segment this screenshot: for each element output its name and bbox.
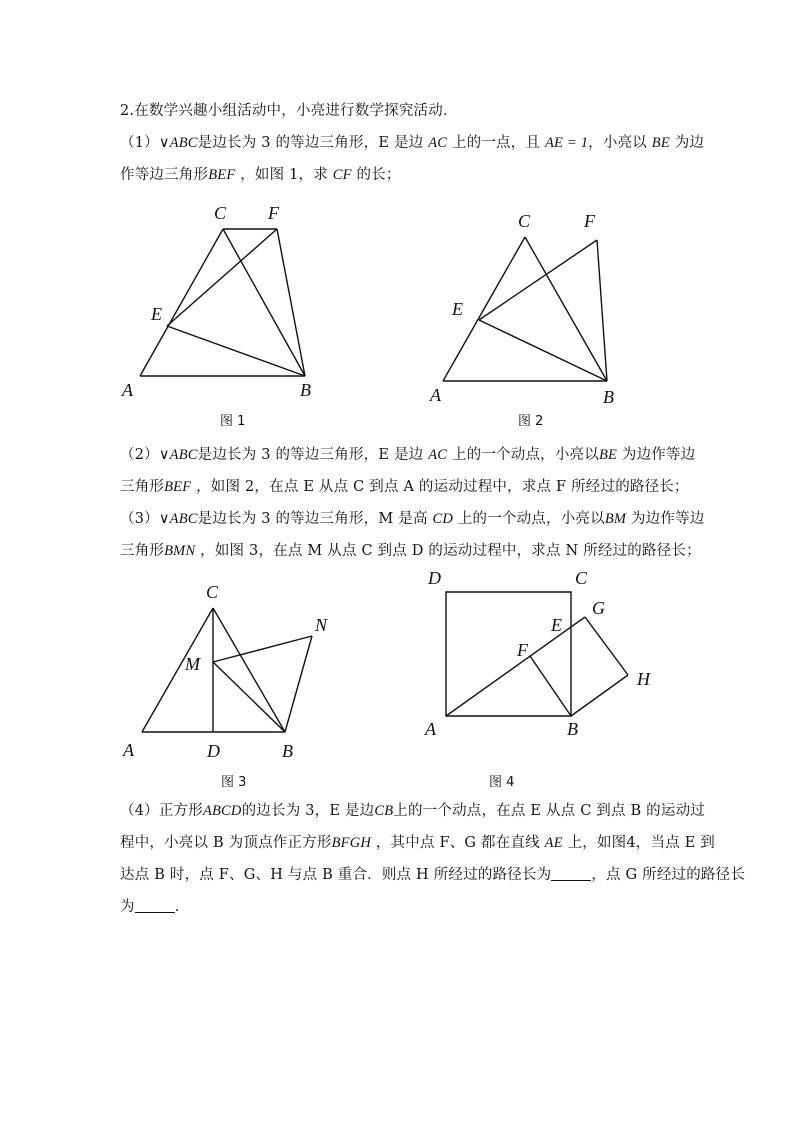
- text: 是边长为 3 的等边三角形，E 是边: [197, 135, 424, 151]
- math-be: BE: [598, 447, 618, 463]
- math-bef: BEF: [208, 167, 236, 183]
- text: 为: [120, 899, 135, 915]
- label-m: M: [185, 654, 200, 674]
- seg-ef: [167, 229, 277, 326]
- label-c: C: [575, 568, 588, 588]
- label-e: E: [452, 299, 463, 319]
- seg-bf: [597, 240, 607, 381]
- text: 的长；: [356, 167, 401, 183]
- part2-line2: [120, 477, 689, 497]
- text: 程中，小亮以 B 为顶点作正方形: [120, 835, 332, 851]
- label-e: E: [151, 304, 162, 324]
- caption-fig4: 图 4: [489, 775, 515, 790]
- part2-label: （2）: [120, 447, 159, 463]
- seg-bc: [223, 229, 305, 376]
- seg-gh: [585, 617, 628, 675]
- label-a: A: [425, 719, 436, 739]
- math-triangle-abc: ∨ABC: [158, 447, 198, 463]
- seg-bc: [213, 608, 285, 732]
- text: 的边长为 3，E 是边: [241, 803, 375, 819]
- part3-line1: [120, 509, 705, 529]
- problem-intro: [120, 101, 680, 121]
- answer-blank-h[interactable]: [551, 866, 591, 881]
- label-a: A: [122, 380, 133, 400]
- text: 为边作等边: [621, 447, 696, 463]
- part4-line3: [120, 865, 746, 885]
- seg-bf: [277, 229, 305, 376]
- label-n: N: [315, 615, 328, 635]
- label-b: B: [300, 380, 311, 400]
- seg-bc: [525, 237, 607, 381]
- text: ，如图 3，在点 M 从点 C 到点 D 的运动过程中，求点 N 所经过的路径长；: [200, 543, 701, 559]
- label-h: H: [637, 669, 650, 689]
- math-cb: CB: [374, 803, 394, 819]
- text: 上的一个动点，小亮以: [451, 447, 599, 463]
- label-b: B: [282, 741, 293, 761]
- math-cd: CD: [432, 511, 453, 527]
- text: 上的一个动点，小亮以: [457, 511, 605, 527]
- seg-ef: [479, 240, 597, 320]
- text: ，小亮以: [588, 135, 647, 151]
- seg-be: [479, 320, 607, 381]
- figure-2: [425, 205, 635, 415]
- text: 三角形: [120, 543, 165, 559]
- label-d: D: [207, 741, 220, 761]
- problem-number: 2.: [120, 103, 135, 119]
- figure-3: [115, 575, 335, 775]
- text: ，点 G 所经过的路径长: [591, 867, 746, 883]
- text: 上的一个动点，在点 E 从点 C 到点 B 的运动过: [393, 803, 705, 819]
- label-f: F: [517, 640, 528, 660]
- part4-line4: [120, 897, 680, 917]
- label-f: F: [584, 211, 595, 231]
- text: 作等边三角形: [120, 167, 209, 183]
- figure-1: [120, 195, 330, 405]
- caption-fig2: 图 2: [518, 414, 544, 429]
- math-ac: AC: [428, 447, 448, 463]
- text: 为边: [674, 135, 705, 151]
- text: 为边作等边: [630, 511, 705, 527]
- seg-bf: [530, 656, 571, 716]
- text: ，如图 1，求: [240, 167, 328, 183]
- math-be: BE: [651, 135, 670, 151]
- math-bef: BEF: [164, 479, 192, 495]
- math-bm: BM: [604, 511, 627, 527]
- math-bmn: BMN: [164, 543, 196, 559]
- label-e: E: [551, 615, 562, 635]
- text: 是边长为 3 的等边三角形，M 是高: [197, 511, 428, 527]
- part4-line1: [120, 801, 705, 821]
- label-c: C: [518, 211, 531, 231]
- part4-line2: [120, 833, 716, 853]
- seg-ac: [140, 229, 223, 376]
- part1-label: （1）: [120, 135, 159, 151]
- text: 三角形: [120, 479, 165, 495]
- part4-label: （4）正方形: [120, 803, 203, 819]
- label-f: F: [268, 203, 279, 223]
- figure-4: [420, 565, 670, 765]
- part3-label: （3）: [120, 511, 159, 527]
- part1-line2: [120, 165, 680, 185]
- text: 是边长为 3 的等边三角形，E 是边: [197, 447, 424, 463]
- part3-line2: [120, 541, 701, 561]
- label-d: D: [428, 568, 441, 588]
- text: 上的一点，且: [451, 135, 541, 151]
- text: ．: [174, 899, 190, 915]
- label-c: C: [214, 203, 227, 223]
- math-abcd: ABCD: [202, 803, 242, 819]
- math-cf: CF: [332, 167, 352, 183]
- label-a: A: [430, 385, 441, 405]
- label-a: A: [123, 740, 134, 760]
- seg-mn: [213, 636, 312, 662]
- math-ae: AE: [544, 835, 563, 851]
- answer-blank-g[interactable]: [135, 898, 175, 913]
- text: 达点 B 时，点 F、G、H 与点 B 重合．则点 H 所经过的路径长为: [120, 867, 552, 883]
- math-ae-eq-1: AE = 1: [544, 135, 589, 151]
- square-abcd: [446, 592, 571, 716]
- text: ，如图 2，在点 E 从点 C 到点 A 的运动过程中，求点 F 所经过的路径长；: [196, 479, 689, 495]
- seg-ag: [446, 617, 585, 716]
- caption-fig1: 图 1: [220, 414, 246, 429]
- math-ac: AC: [428, 135, 448, 151]
- text: 上，如图4，当点 E 到: [567, 835, 716, 851]
- text: ，其中点 F、G 都在直线: [375, 835, 540, 851]
- seg-bn: [285, 636, 312, 732]
- label-b: B: [567, 719, 578, 739]
- math-triangle-abc: ∨ABC: [158, 511, 198, 527]
- label-c: C: [206, 582, 219, 602]
- part1-line1: [120, 133, 705, 153]
- seg-hb: [571, 675, 628, 716]
- part2-line1: [120, 445, 696, 465]
- seg-bm: [213, 662, 285, 732]
- label-b: B: [603, 387, 614, 407]
- label-g: G: [592, 598, 605, 618]
- intro-text: 在数学兴趣小组活动中，小亮进行数学探究活动．: [134, 103, 458, 119]
- math-bfgh: BFGH: [331, 835, 372, 851]
- math-triangle-abc: ∨ABC: [158, 135, 198, 151]
- caption-fig3: 图 3: [221, 775, 247, 790]
- seg-ac: [142, 608, 213, 732]
- seg-be: [167, 326, 305, 376]
